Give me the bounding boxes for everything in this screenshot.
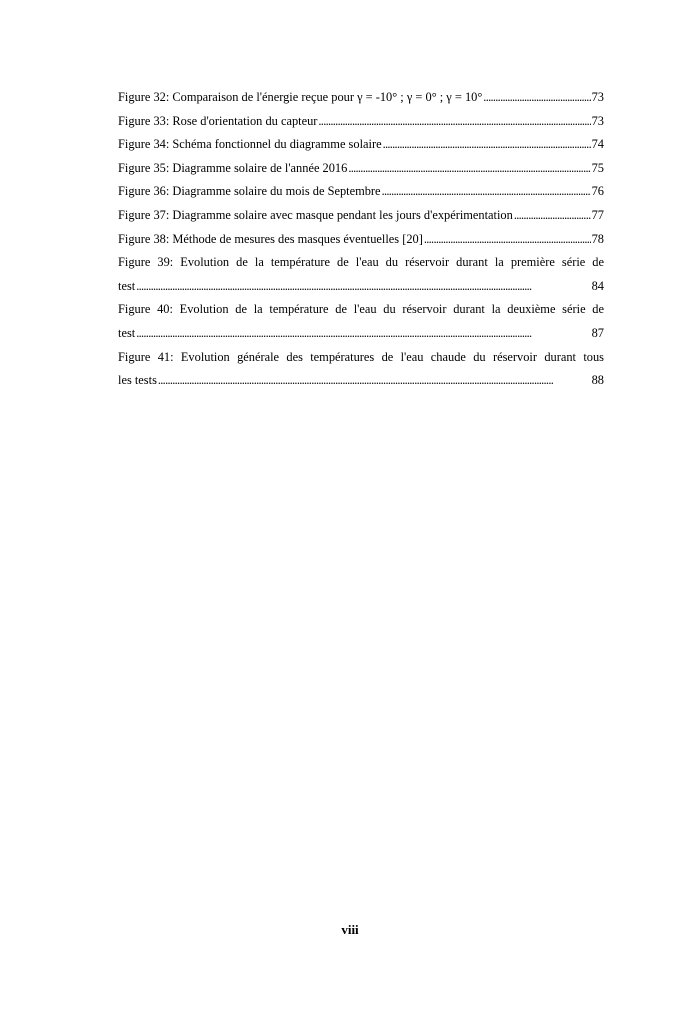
- dot-leader: [514, 204, 591, 228]
- toc-entry-figure-32[interactable]: [118, 86, 604, 110]
- toc-entry-title-line-1: Figure 39: Evolution de la température de l'eau du réservoir durant la première série de: [118, 255, 604, 270]
- dot-leader: [318, 110, 590, 134]
- toc-entry-page: 76: [591, 184, 604, 199]
- toc-entry-figure-36[interactable]: [118, 180, 604, 204]
- toc-entry-title-line-1: Figure 40: Evolution de la température de l'eau du réservoir durant la deuxième série de: [118, 302, 604, 317]
- toc-entry-figure-38[interactable]: [118, 228, 604, 252]
- toc-entry-title: Figure 36: Diagramme solaire du mois de Septembre: [118, 184, 381, 199]
- toc-entry-figure-33[interactable]: [118, 110, 604, 134]
- toc-entry-title-line-2: test: [118, 325, 136, 340]
- toc-entry-page: 77: [591, 207, 604, 222]
- toc-entry-figure-37[interactable]: [118, 204, 604, 228]
- toc-entry-title-line-2: les tests: [118, 373, 157, 388]
- toc-entry-page: 75: [591, 160, 604, 175]
- dot-leader: [136, 322, 590, 346]
- toc-entry-figure-41[interactable]: [118, 346, 604, 393]
- toc-entry-page: 73: [591, 90, 604, 104]
- toc-entry-title: Figure 33: Rose d'orientation du capteur: [118, 113, 318, 128]
- toc-entry-title: Figure 34: Schéma fonctionnel du diagramme solaire: [118, 137, 382, 152]
- toc-entry-title: Figure 35: Diagramme solaire de l'année 2016: [118, 160, 348, 175]
- toc-entry-figure-39[interactable]: [118, 251, 604, 298]
- dot-leader: [158, 369, 591, 393]
- toc-entry-title: Figure 32: Comparaison de l'énergie reçue pour γ = -10° ; γ = 0° ; γ = 10°: [118, 90, 483, 104]
- toc-entry-page: 87: [591, 325, 604, 340]
- list-of-figures: [118, 86, 604, 393]
- toc-entry-title: Figure 37: Diagramme solaire avec masque pendant les jours d'expérimentation: [118, 207, 513, 222]
- dot-leader: [424, 228, 591, 252]
- dot-leader: [483, 86, 590, 110]
- toc-entry-page: 88: [591, 373, 604, 388]
- toc-entry-page: 84: [591, 278, 604, 293]
- dot-leader: [348, 157, 590, 181]
- toc-entry-page: 73: [591, 113, 604, 128]
- dot-leader: [382, 180, 591, 204]
- toc-entry-title-line-1: Figure 41: Evolution générale des températures de l'eau chaude du réservoir durant tous: [118, 349, 604, 364]
- toc-entry-page: 78: [591, 231, 604, 246]
- toc-entry-title-line-2: test: [118, 278, 136, 293]
- toc-entry-title: Figure 38: Méthode de mesures des masques éventuelles [20]: [118, 231, 423, 246]
- dot-leader: [383, 133, 591, 157]
- toc-entry-figure-40[interactable]: [118, 298, 604, 345]
- toc-entry-figure-34[interactable]: [118, 133, 604, 157]
- toc-entry-page: 74: [591, 137, 604, 152]
- page-number: viii: [341, 922, 359, 937]
- toc-entry-figure-35[interactable]: [118, 157, 604, 181]
- dot-leader: [136, 275, 590, 299]
